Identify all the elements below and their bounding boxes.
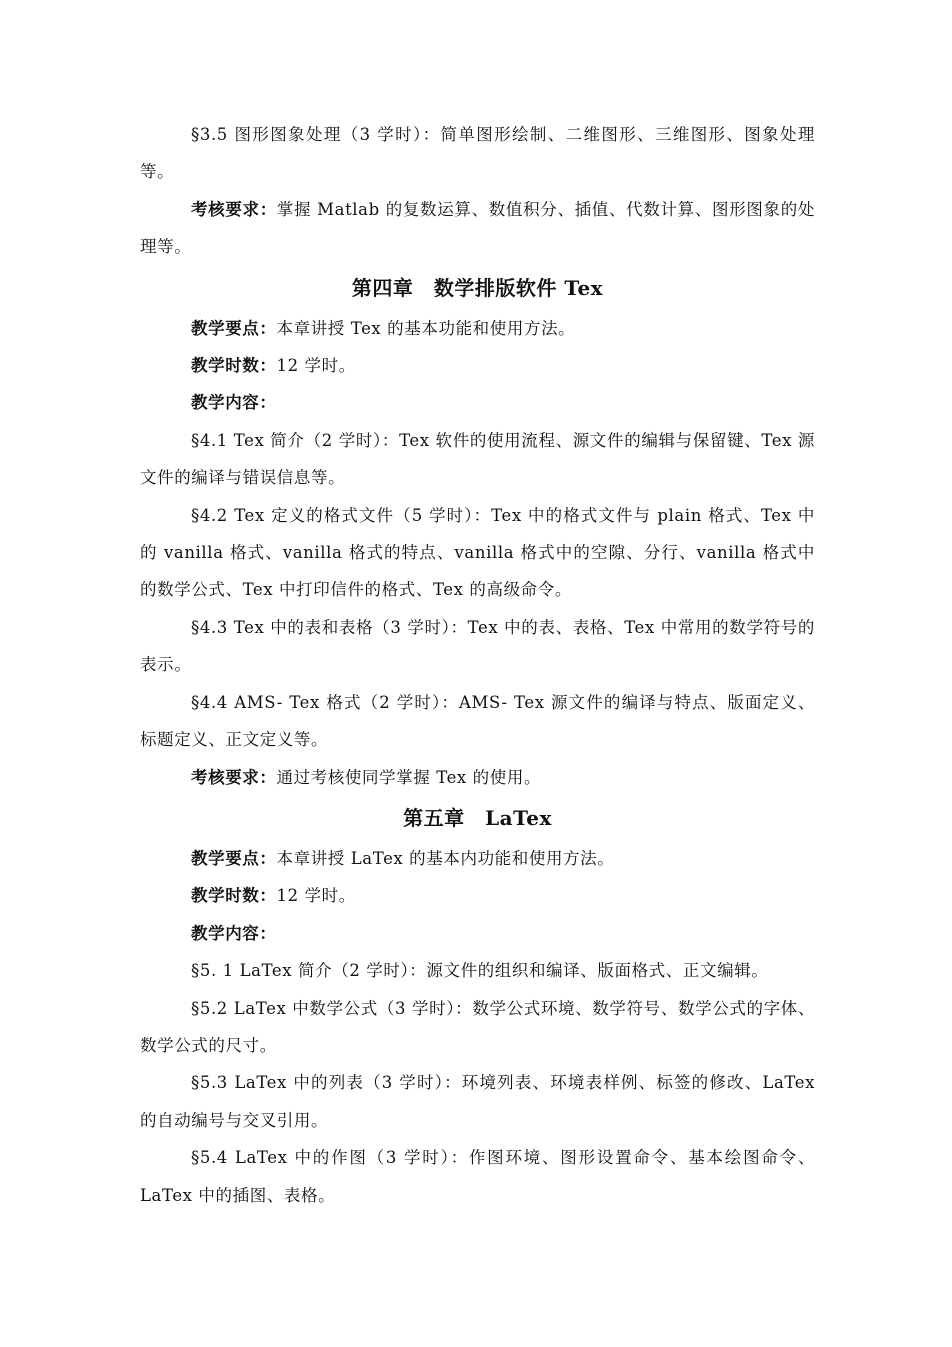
section-5-2 xyxy=(140,990,815,1065)
section-body: 简单图形绘制、二维图形、三维图形、图象处理等。 xyxy=(140,125,816,182)
chapter4-content-label xyxy=(140,384,815,421)
section-4-2 xyxy=(140,497,815,609)
chapter3-assessment xyxy=(140,191,815,266)
assessment-label: 考核要求： xyxy=(191,767,277,787)
content-label: 教学内容： xyxy=(191,393,277,413)
key-points-label: 教学要点： xyxy=(191,318,277,338)
section-heading: §4.4 AMS- Tex 格式（2 学时）： xyxy=(191,692,459,712)
chapter5-hours xyxy=(140,877,815,914)
chapter5-key-points xyxy=(140,840,815,877)
section-3-5 xyxy=(140,116,815,191)
section-heading: §5. 1 LaTex 简介（2 学时）： xyxy=(191,961,427,981)
hours-label: 教学时数： xyxy=(191,356,277,376)
assessment-label: 考核要求： xyxy=(191,199,277,219)
section-body: Tex 软件的使用流程、源文件的编辑与保留键、Tex 源文件的编译与错误信息等。 xyxy=(140,430,815,488)
section-5-4 xyxy=(140,1139,815,1214)
section-heading: §4.3 Tex 中的表和表格（3 学时）： xyxy=(191,617,468,637)
page-content xyxy=(140,116,815,1214)
chapter5-title: 第五章 LaTex xyxy=(403,805,552,830)
chapter4-hours xyxy=(140,347,815,384)
section-heading: §4.2 Tex 定义的格式文件（5 学时）： xyxy=(191,505,492,525)
section-5-3 xyxy=(140,1064,815,1139)
section-heading: §4.1 Tex 简介（2 学时）： xyxy=(191,430,400,450)
section-body: Tex 中的格式文件与 plain 格式、Tex 中的 vanilla 格式、vanilla 格式的特点、vanilla 格式中的空隙、分行、vanilla 格式中的数学公式、Tex 中打印信件的格式、Tex 的高级命令。 xyxy=(140,505,815,600)
section-4-1 xyxy=(140,422,815,497)
section-heading: §5.3 LaTex 中的列表（3 学时）： xyxy=(191,1073,462,1093)
section-5-1 xyxy=(140,952,815,989)
section-body: 数学公式环境、数学符号、数学公式的字体、数学公式的尺寸。 xyxy=(140,998,815,1055)
hours-body: 12 学时。 xyxy=(276,886,356,906)
chapter4-assessment xyxy=(140,759,815,796)
hours-body: 12 学时。 xyxy=(276,356,356,376)
section-body: AMS- Tex 源文件的编译与特点、版面定义、标题定义、正文定义等。 xyxy=(140,692,815,750)
chapter5-content-label xyxy=(140,915,815,952)
section-heading: §5.4 LaTex 中的作图（3 学时）： xyxy=(191,1148,469,1168)
section-4-4 xyxy=(140,684,815,759)
section-heading: §5.2 LaTex 中数学公式（3 学时）： xyxy=(191,998,473,1018)
key-points-body: 本章讲授 Tex 的基本功能和使用方法。 xyxy=(276,318,576,338)
chapter4-key-points xyxy=(140,310,815,347)
chapter4-title: 第四章 数学排版软件 Tex xyxy=(351,275,604,300)
assessment-body: 通过考核使同学掌握 Tex 的使用。 xyxy=(276,767,542,787)
section-body: 作图环境、图形设置命令、基本绘图命令、LaTex 中的插图、表格。 xyxy=(140,1148,816,1205)
section-body: Tex 中的表、表格、Tex 中常用的数学符号的表示。 xyxy=(140,617,815,675)
assessment-body: 掌握 Matlab 的复数运算、数值积分、插值、代数计算、图形图象的处理等。 xyxy=(140,199,815,257)
section-body: 源文件的组织和编译、版面格式、正文编辑。 xyxy=(426,961,769,981)
key-points-body: 本章讲授 LaTex 的基本内功能和使用方法。 xyxy=(276,848,615,868)
section-heading: §3.5 图形图象处理（3 学时）： xyxy=(191,125,441,144)
section-4-3 xyxy=(140,609,815,684)
key-points-label: 教学要点： xyxy=(191,848,277,868)
section-body: 环境列表、环境表样例、标签的修改、LaTex 的自动编号与交叉引用。 xyxy=(140,1073,815,1130)
content-label: 教学内容： xyxy=(191,923,277,943)
hours-label: 教学时数： xyxy=(191,886,277,906)
